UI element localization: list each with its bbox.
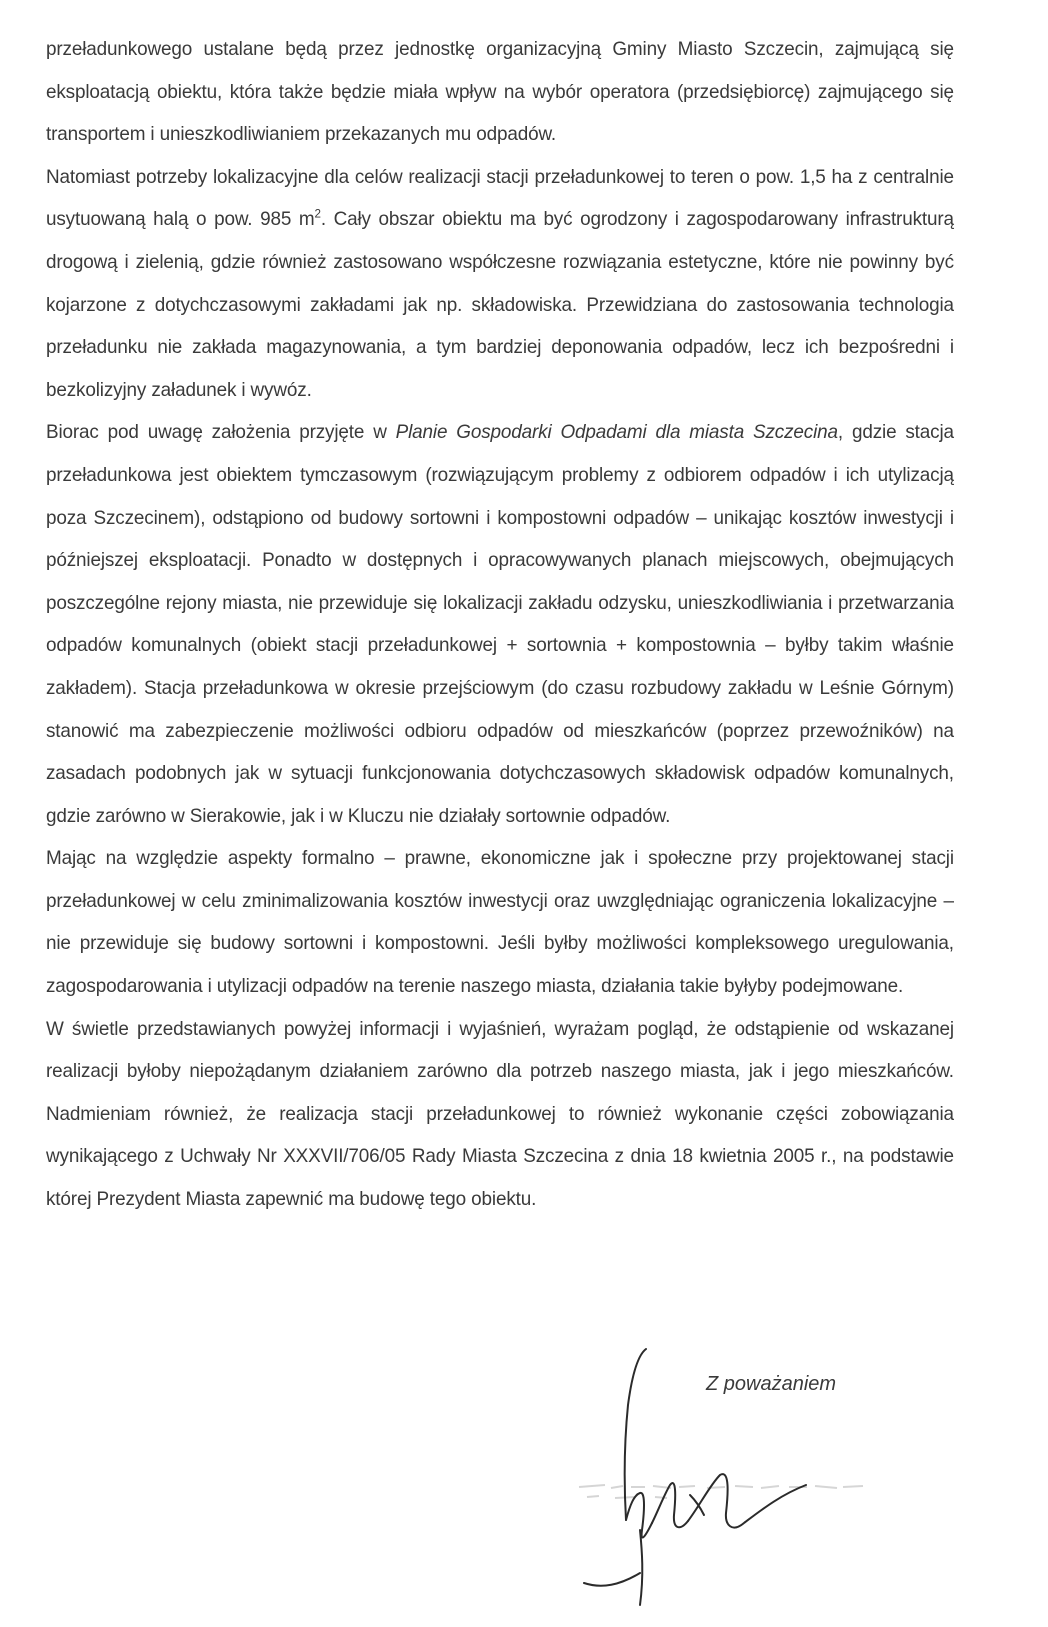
paragraph-3-part-1: Biorac pod uwagę założenia przyjęte w bbox=[46, 421, 396, 444]
paragraph-3 bbox=[46, 411, 954, 837]
letter-body bbox=[46, 28, 982, 1221]
paragraph-4: Mając na względzie aspekty formalno – prawne, ekonomiczne jak i społeczne przy projektowanej stacji przeładunkowej w celu zminimalizowania kosztów inwestycji oraz uwzględniając ograniczenia lokalizacyjne – nie przewiduje się budowy sortowni i kompostowni. Jeśli byłby możliwości kompleksowego uregulowania, zagospodarowania i utylizacji odpadów na terenie naszego miasta, działania takie byłyby podejmowane. bbox=[46, 847, 954, 998]
paragraph-2-part-2: . Cały obszar obiektu ma być ogrodzony i zagospodarowany infrastrukturą drogową i zielenią, gdzie również zastosowano współczesne rozwiązania estetyczne, które nie powinny być kojarzone z dotychczasowymi zakładami jak np. składowiska. Przewidziana do zastosowania technologia przeładunku nie zakłada magazynowania, a tym bardziej deponowania odpadów, lecz ich bezpośredni i bezkolizyjny załadunek i wywóz. bbox=[46, 208, 954, 401]
paragraph-3-part-2: , gdzie stacja przeładunkowa jest obiektem tymczasowym (rozwiązującym problemy z odbiorem odpadów i ich utylizacją poza Szczecinem), odstąpiono od budowy sortowni i kompostowni odpadów – unikając kosztów inwestycji i późniejszej eksploatacji. Ponadto w dostępnych i opracowywanych planach miejscowych, obejmujących poszczególne rejony miasta, nie przewiduje się lokalizacji zakładu odzysku, unieszkodliwiania i przetwarzania odpadów komunalnych (obiekt stacji przeładunkowej + sortownia + kompostownia – byłby takim właśnie zakładem). Stacja przeładunkowa w okresie przejściowym (do czasu rozbudowy zakładu w Leśnie Górnym) stanowić ma zabezpieczenie możliwości odbioru odpadów od mieszkańców (poprzez przewoźników) na zasadach podobnych jak w sytuacji funkcjonowania dotychczasowych składowisk odpadów komunalnych, gdzie zarówno w Sierakowie, jak i w Kluczu nie działały sortownie odpadów. bbox=[46, 421, 954, 827]
paragraph-2 bbox=[46, 156, 954, 412]
handwritten-signature bbox=[580, 1345, 880, 1615]
plan-title: Planie Gospodarki Odpadami dla miasta Szczecina bbox=[395, 421, 838, 444]
paragraph-2-part-1: Natomiast potrzeby lokalizacyjne dla celów realizacji stacji przeładunkowej to teren o pow. 1,5 ha z centralnie usytuowaną halą o pow. 985 m bbox=[46, 165, 954, 231]
closing-salutation: Z poważaniem bbox=[706, 1373, 837, 1395]
paragraph-1: przeładunkowego ustalane będą przez jednostkę organizacyjną Gminy Miasto Szczecin, zajmującą się eksploatacją obiektu, która także będzie miała wpływ na wybór operatora (przedsiębiorcę) zajmującego się transportem i unieszkodliwianiem przekazanych mu odpadów. bbox=[46, 38, 954, 146]
paragraph-5: W świetle przedstawianych powyżej informacji i wyjaśnień, wyrażam pogląd, że odstąpienie od wskazanej realizacji byłoby niepożądanym działaniem zarówno dla potrzeb naszego miasta, jak i jego mieszkańców. Nadmieniam również, że realizacja stacji przeładunkowej to również wykonanie części zobowiązania wynikającego z Uchwały Nr XXXVII/706/05 Rady Miasta Szczecina z dnia 18 kwietnia 2005 r., na podstawie której Prezydent Miasta zapewnić ma budowę tego obiektu. bbox=[46, 1017, 954, 1211]
superscript-2: 2 bbox=[314, 206, 321, 221]
